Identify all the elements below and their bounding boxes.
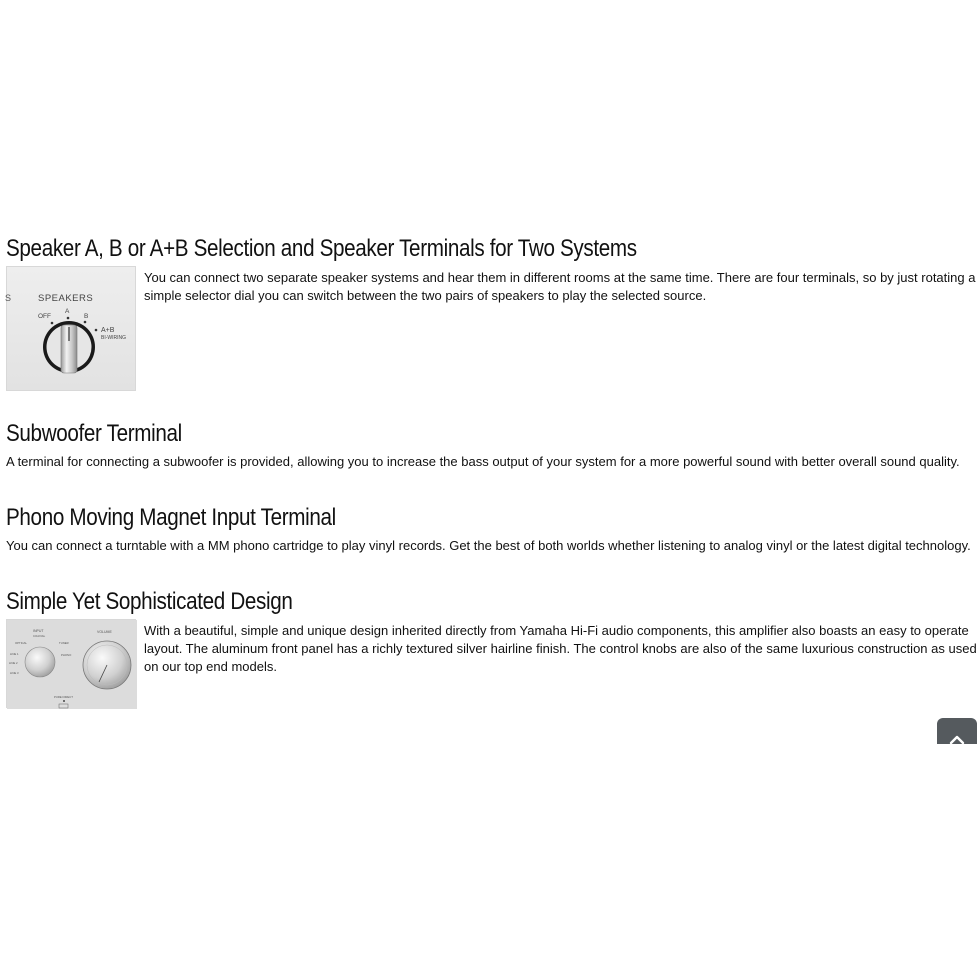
section-text: A terminal for connecting a subwoofer is provided, allowing you to increase the bass output of your system for a more powerful sound with better overall sound quality. <box>6 454 960 469</box>
svg-text:LINE 1: LINE 1 <box>10 652 19 656</box>
scroll-to-top-button[interactable] <box>937 718 977 744</box>
section-text: You can connect a turntable with a MM phono cartridge to play vinyl records. Get the best of both worlds whether listening to analog vinyl or the latest digital technology. <box>6 538 971 553</box>
section-title: Subwoofer Terminal <box>6 420 182 447</box>
section-title: Speaker A, B or A+B Selection and Speaker Terminals for Two Systems <box>6 235 637 262</box>
svg-text:SPEAKERS: SPEAKERS <box>38 293 94 304</box>
section-body <box>6 266 978 391</box>
svg-text:PURE DIRECT: PURE DIRECT <box>54 695 73 699</box>
svg-text:VOLUME: VOLUME <box>97 630 112 634</box>
svg-text:OPTICAL: OPTICAL <box>15 641 27 645</box>
svg-text:A+B: A+B <box>101 327 115 334</box>
svg-text:S: S <box>5 293 12 303</box>
front-panel-knobs-icon <box>7 620 137 709</box>
section-design <box>6 585 978 708</box>
svg-text:COAXIAL: COAXIAL <box>33 634 46 638</box>
section-title: Simple Yet Sophisticated Design <box>6 588 293 615</box>
main-content <box>6 232 978 708</box>
svg-text:B: B <box>84 313 89 320</box>
section-text: You can connect two separate speaker systems and hear them in different rooms at the same time. There are four terminals, so by just rotating a simple selector dial you can switch between the two pairs of speakers to play the selected source. <box>144 270 976 303</box>
speaker-selector-dial-icon <box>7 267 137 392</box>
section-speaker-selection <box>6 232 978 391</box>
front-panel-image <box>6 619 136 708</box>
svg-text:LINE 2: LINE 2 <box>9 661 18 665</box>
svg-text:TUNER: TUNER <box>59 641 69 645</box>
svg-text:A: A <box>65 308 70 315</box>
svg-text:INPUT: INPUT <box>33 629 44 633</box>
svg-text:BI-WIRING: BI-WIRING <box>101 335 126 341</box>
section-body <box>6 619 978 708</box>
chevron-up-icon <box>949 734 965 744</box>
section-phono-terminal <box>6 501 978 555</box>
svg-text:OFF: OFF <box>38 313 51 320</box>
svg-text:LINE 3: LINE 3 <box>10 671 19 675</box>
svg-text:PHONO: PHONO <box>61 653 72 657</box>
section-subwoofer-terminal <box>6 417 978 471</box>
speaker-selector-image <box>6 266 136 391</box>
section-title: Phono Moving Magnet Input Terminal <box>6 504 336 531</box>
section-text: With a beautiful, simple and unique design inherited directly from Yamaha Hi-Fi audio components, this amplifier also boasts an easy to operate layout. The aluminum front panel has a richly textured silver hairline finish. The control knobs are also of the same luxurious construction as used on our top end models. <box>144 623 977 674</box>
